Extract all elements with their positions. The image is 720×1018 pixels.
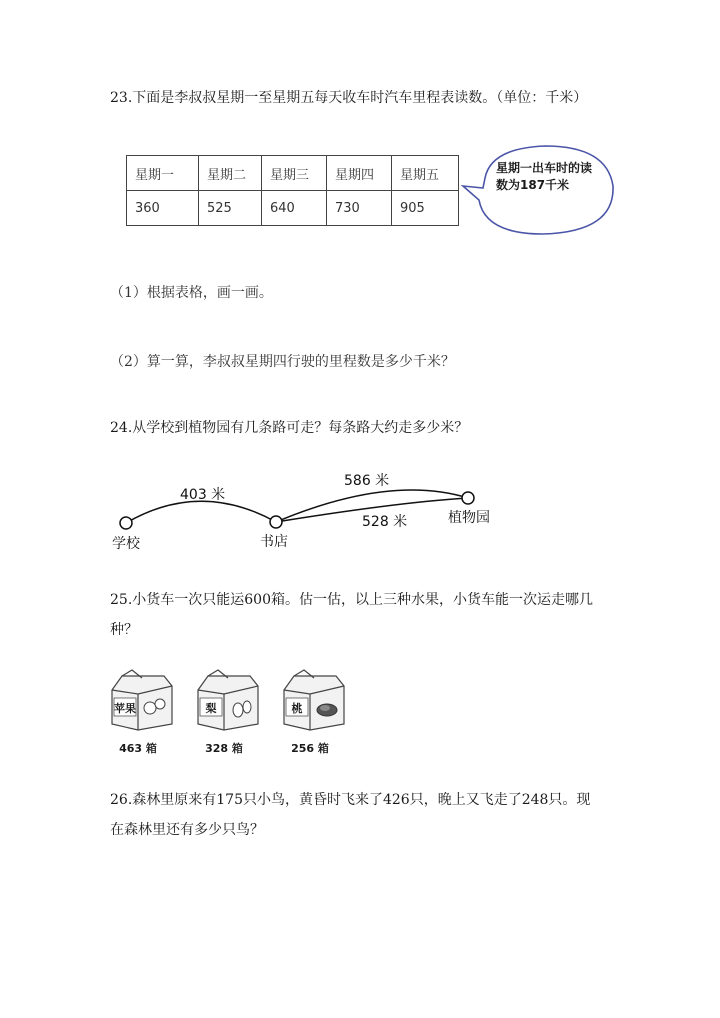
box-label-apple: 苹果	[114, 702, 136, 715]
question-25-title-line-1: 25.小货车一次只能运600箱。估一估，以上三种水果，小货车能一次运走哪几	[110, 592, 593, 608]
label-garden: 植物园	[448, 510, 490, 526]
table-cell: 905	[392, 191, 459, 226]
route-map	[100, 462, 520, 554]
question-26-title-line-1: 26.森林里原来有175只小鸟，黄昏时飞来了426只，晚上又飞走了248只。现	[110, 792, 591, 808]
table-header-row	[127, 156, 459, 191]
box-label-peach: 桃	[291, 702, 303, 715]
box-count-peach: 256 箱	[291, 742, 329, 755]
label-586: 586 米	[344, 473, 390, 489]
school-node	[120, 517, 132, 529]
question-25-title-line-2: 种？	[110, 622, 138, 638]
question-24-title: 24.从学校到植物园有几条路可走？每条路大约走多少米？	[110, 420, 469, 436]
route-school-bookstore	[126, 501, 276, 523]
apple-box	[108, 668, 174, 755]
table-cell: 640	[262, 191, 327, 226]
box-count-apple: 463 箱	[119, 742, 157, 755]
table-header-cell: 星期二	[199, 156, 262, 191]
label-school: 学校	[112, 536, 140, 552]
question-23-part-1: （1）根据表格，画一画。	[110, 285, 273, 301]
speech-bubble-text: 星期一出车时的读数为187千米	[496, 161, 593, 192]
table-cell: 525	[199, 191, 262, 226]
garden-node	[462, 492, 474, 504]
odometer-table	[126, 155, 459, 226]
fruit-boxes	[108, 668, 368, 758]
table-header-cell: 星期五	[392, 156, 459, 191]
question-23-title: 23.下面是李叔叔星期一至星期五每天收车时汽车里程表读数。（单位：千米）	[110, 90, 588, 106]
label-bookstore: 书店	[260, 534, 288, 550]
box-count-pear: 328 箱	[205, 742, 243, 755]
question-26-title-line-2: 在森林里还有多少只鸟？	[110, 822, 264, 838]
question-23-part-2: （2）算一算，李叔叔星期四行驶的里程数是多少千米？	[110, 354, 455, 370]
pear-box	[194, 668, 260, 755]
table-header-cell: 星期三	[262, 156, 327, 191]
table-cell: 360	[127, 191, 199, 226]
peach-box	[280, 668, 346, 755]
label-403: 403 米	[180, 487, 226, 503]
table-cell: 730	[327, 191, 392, 226]
bookstore-node	[270, 516, 282, 528]
table-header-cell: 星期四	[327, 156, 392, 191]
label-528: 528 米	[362, 514, 408, 530]
box-label-pear: 梨	[205, 702, 217, 715]
table-header-cell: 星期一	[127, 156, 199, 191]
table-row	[127, 191, 459, 226]
